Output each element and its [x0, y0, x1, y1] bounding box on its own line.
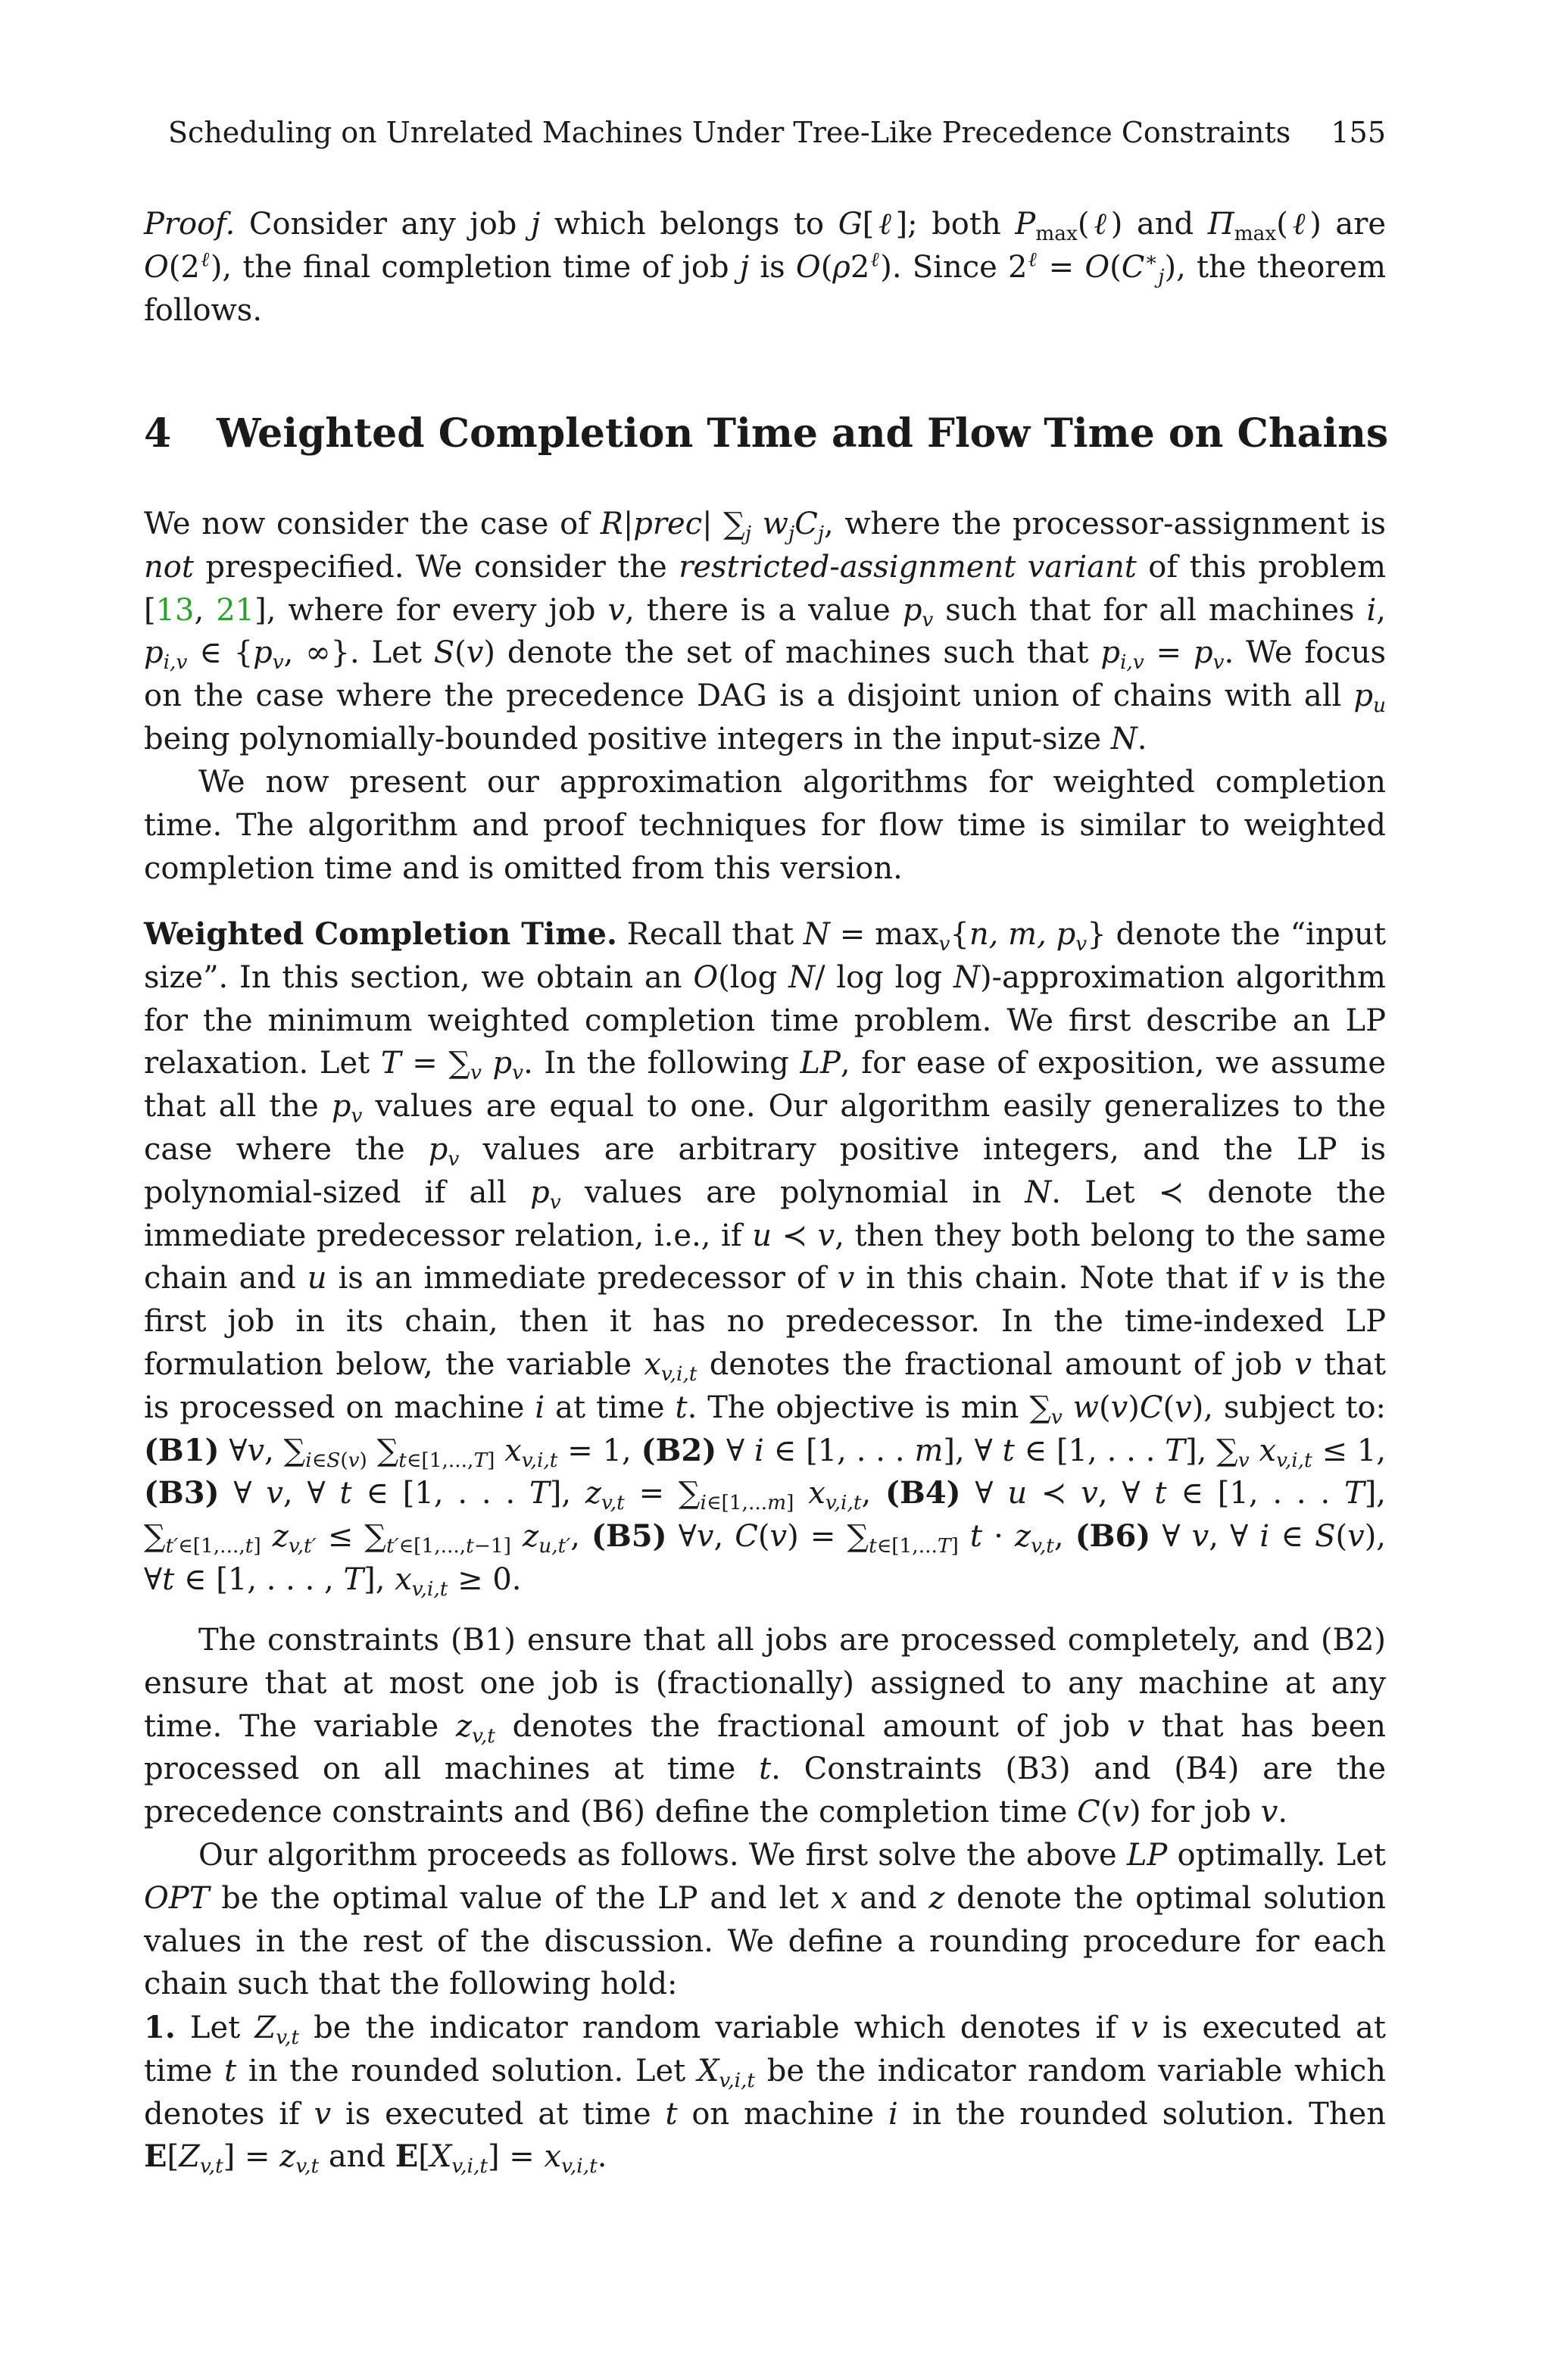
list-item-1: 1. Let $Z_{v,t}$ be the indicator random variable which denotes if v is executed at time t in the rounded solution. Let $X_{v,i,t}$ be the indicator random variable which denotes if v is executed at time t on machine i in the rounded solution. Then $E[Z_{v,t}] = z_{v,t}$ and $E[X_{v,i,t}] = x_{v,i,t}$. [144, 2010, 1387, 2179]
citation-13[interactable]: 13 [155, 592, 195, 628]
proof-label: Proof. [144, 207, 236, 242]
paragraph-overview: We now present our approximation algorithms for weighted completion time. The algorithm and proof techniques for flow time is similar to weighted completion time and is omitted from this version. [144, 765, 1386, 886]
paragraph-intro: We now consider the case of R|prec| $\sum_j$ $w_jC_j$, where the processor-assignment is not prespecified. We consider the restricted-assignment variant of this problem [13, 21], where for every job v, there is a value $p_v$ such that for all machines i, $p_{i,v}$ ∈ {$p_v$, ∞}. Let S(v) denote the set of machines such that $p_{i,v} = p_v$. We focus on the case where the precedence DAG is a disjoint union of chains with all $p_u$ being polynomially-bounded positive integers in the input-size N. [144, 507, 1387, 756]
run-in-heading: Weighted Completion Time. [144, 916, 617, 952]
paragraph-constraints: The constraints (B1) ensure that all jobs are processed completely, and (B2) ensure that at most one job is (fractionally) assigned to any machine at any time. The variable $z_{v,t}$ denotes the fractional amount of job v that has been processed on all machines at time t. Constraints (B3) and (B4) are the precedence constraints and (B6) define the completion time C(v) for job v. [144, 1623, 1387, 1830]
paragraph-algorithm: Our algorithm proceeds as follows. We first solve the above LP optimally. Let OPT be the optimal value of the LP and let x and z denote the optimal solution values in the rest of the discussion. We define a rounding procedure for each chain such that the following hold: [144, 1838, 1387, 2002]
list-item-label: 1. [144, 2010, 176, 2045]
running-title: Scheduling on Unrelated Machines Under Tree-Like Precedence Constraints [168, 116, 1291, 149]
page-number: 155 [1331, 116, 1386, 149]
section-heading [144, 409, 1389, 459]
running-header [168, 114, 1386, 151]
paragraph-weighted-completion: Weighted Completion Time. Recall that $N = \max_v\{n$, m, $p_v$} denote the “input size”. In this section, we obtain an O(log N/ log log N)-approximation algorithm for the minimum weighted completion time problem. We first describe an LP relaxation. Let $T = \sum_v$ $p_v$. In the following LP, for ease of exposition, we assume that all the $p_v$ values are equal to one. Our algorithm easily generalizes to the case where the $p_v$ values are arbitrary positive integers, and the LP is polynomial-sized if all $p_v$ values are polynomial in N. Let ≺ denote the immediate predecessor relation, i.e., if u ≺ v, then they both belong to the same chain and u is an immediate predecessor of v in this chain. Note that if v is the first job in its chain, then it has no predecessor. In the time-indexed LP formulation below, the variable $x_{v,i,t}$ denotes the fractional amount of job v that is processed on machine i at time t. The objective is $\min \sum_v$ w(v)C(v), subject to: (B1) ∀v, $\sum_{i\in S(v)}$ $\sum_{t\in[1,...,T]}$ $x_{v,i,t} = 1$, (B2) ∀ i ∈ [1, . . . m], ∀ t ∈ [1, . . . T], $\sum_v$ $x_{v,i,t} \le 1$, (B3) ∀ v, ∀ t ∈ [1, . . . T], $z_{v,t} = \sum_{i\in[1,...m]}$ $x_{v,i,t}$, (B4) ∀ u ≺ v, ∀ t ∈ [1, . . . T], $\sum_{t'\in[1,...,t]}$ $z_{v,t'} \le \sum_{t'\in[1,...,t-1]}$ $z_{u,t'}$, (B5) ∀v, $C(v) = \sum_{t\in[1,...T]}$ $t \cdot z_{v,t}$, (B6) ∀ v, ∀ i ∈ S(v), ∀t ∈ [1, . . . , T], $x_{v,i,t} \ge 0$. [144, 916, 1387, 1601]
proof-paragraph: Proof. Consider any job j which belongs to G[ℓ]; both $P_{max}(\ell)$ and $\Pi_{max}(\ell)$ are $O(2^\ell)$, the final completion time of job j is $O(\rho 2^\ell)$. Since $2^\ell = O(C^∗_j)$, the theorem follows. [144, 207, 1387, 328]
section-number: 4 [144, 410, 172, 457]
section-title: Weighted Completion Time and Flow Time on Chains [217, 410, 1389, 457]
citation-21[interactable]: 21 [216, 592, 255, 628]
